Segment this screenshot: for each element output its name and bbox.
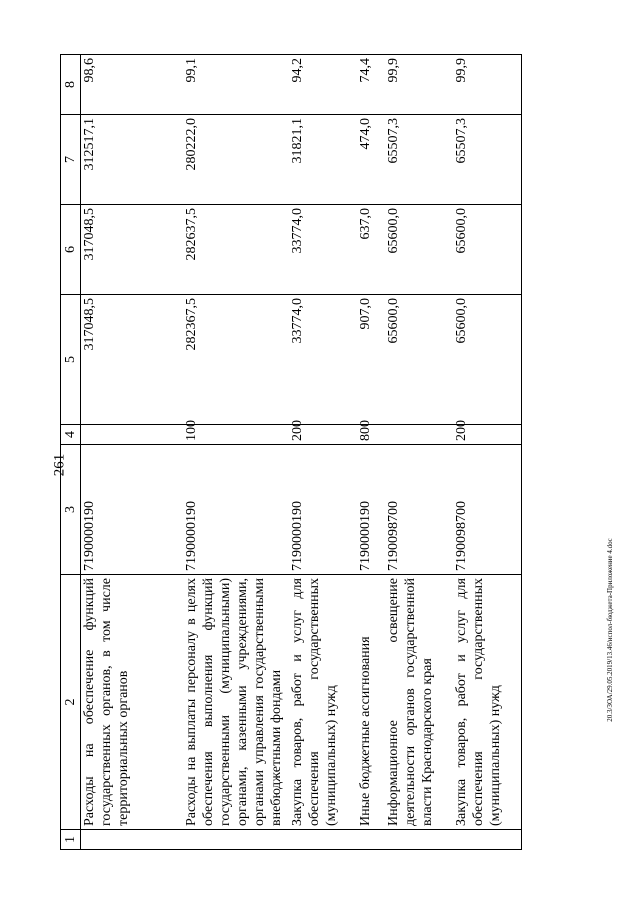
row-col6: 33774,0 [289,205,357,295]
row-vr: 100 [183,425,289,445]
row-vr [385,425,453,445]
row-name: Иные бюджетные ассигнования [357,575,385,830]
row-col6: 65600,0 [385,205,453,295]
row-col5: 317048,5 [81,295,184,425]
row-code: 7190000190 [183,445,289,575]
header-cell: 2 [61,575,81,830]
empty-cell [183,830,289,850]
row-col5: 282367,5 [183,295,289,425]
row-vr [81,425,184,445]
row-col7: 65507,3 [385,115,453,205]
empty-cell [385,830,453,850]
table-row [289,55,357,850]
row-name: Расходы на обеспечение функций государственных органов, в том числе территориальных органов [81,575,184,830]
row-col8: 74,4 [357,55,385,115]
row-col7: 280222,0 [183,115,289,205]
table-row [183,55,289,850]
row-col5: 33774,0 [289,295,357,425]
table-row [385,55,453,850]
header-cell: 3 [61,445,81,575]
row-code: 7190000190 [81,445,184,575]
row-col8: 98,6 [81,55,184,115]
table-row [453,55,522,850]
row-col6: 317048,5 [81,205,184,295]
row-col5: 65600,0 [385,295,453,425]
row-col6: 637,0 [357,205,385,295]
table-row [81,55,184,850]
empty-cell [81,830,184,850]
row-name: Расходы на выплаты персоналу в целях обеспечения выполнения функций государственными (муниципальными) органами, казенными учреждениями, органами управления государственными внебюджетными фондами [183,575,289,830]
row-code: 7190000190 [357,445,385,575]
header-cell: 7 [61,115,81,205]
row-vr: 800 [357,425,385,445]
header-cell: 8 [61,55,81,115]
row-vr: 200 [289,425,357,445]
rotated-content [60,54,580,850]
row-name: Закупка товаров, работ и услуг для обеспечения государственных (муниципальных) нужд [289,575,357,830]
file-path-footer: 20.3/ЗОА/29.05.2019/13.46/испол-бюджета-Приложение 4.doc [606,538,614,722]
row-col5: 907,0 [357,295,385,425]
row-code: 7190098700 [385,445,453,575]
header-cell: 4 [61,425,81,445]
row-name: Информационное освещение деятельности органов государственной власти Краснодарского края [385,575,453,830]
header-cell: 6 [61,205,81,295]
row-code: 7190000190 [289,445,357,575]
row-col7: 65507,3 [453,115,522,205]
row-col8: 94,2 [289,55,357,115]
budget-table [60,54,522,850]
table-row [357,55,385,850]
empty-cell [453,830,522,850]
row-col7: 31821,1 [289,115,357,205]
row-name: Закупка товаров, работ и услуг для обеспечения государственных (муниципальных) нужд [453,575,522,830]
row-code: 7190098700 [453,445,522,575]
row-col7: 312517,1 [81,115,184,205]
row-col5: 65600,0 [453,295,522,425]
row-col8: 99,9 [453,55,522,115]
empty-cell [289,830,357,850]
row-col6: 65600,0 [453,205,522,295]
row-col8: 99,9 [385,55,453,115]
table-header-row [61,55,81,850]
header-cell: 5 [61,295,81,425]
row-col8: 99,1 [183,55,289,115]
header-cell: 1 [61,830,81,850]
empty-cell [357,830,385,850]
row-col6: 282637,5 [183,205,289,295]
page-number: 261 [51,453,68,477]
row-vr: 200 [453,425,522,445]
row-col7: 474,0 [357,115,385,205]
